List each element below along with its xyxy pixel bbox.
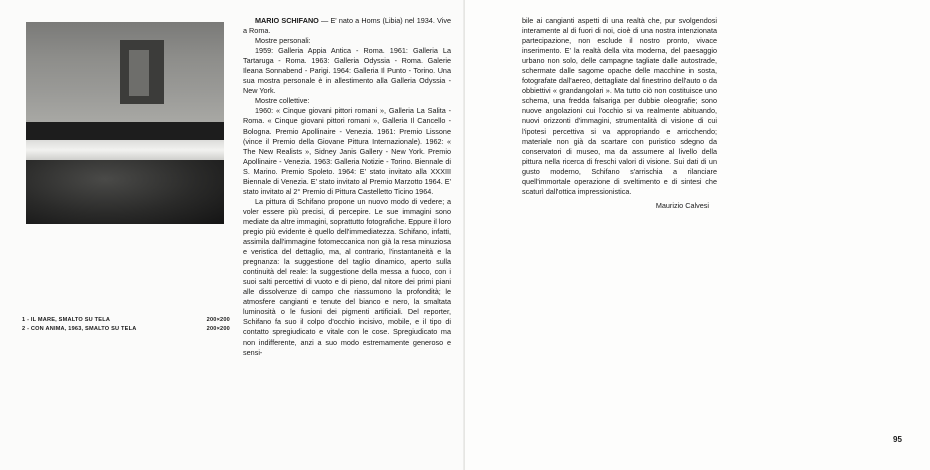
caption-size: 200×200 (206, 326, 230, 332)
caption-label: 2 - CON ANIMA, 1963, SMALTO SU TELA (22, 326, 137, 332)
painting-lower-field (26, 160, 224, 224)
bio-intro: — E' nato a Homs (Libia) nel 1934. Vive a Roma. (243, 16, 451, 36)
artist-name: MARIO SCHIFANO (255, 16, 319, 25)
page-number: 95 (893, 435, 902, 444)
caption-row (22, 325, 230, 334)
left-text-column (243, 16, 451, 358)
right-text-column (522, 16, 717, 211)
personal-exhibitions: 1959: Galleria Appia Antica - Roma. 1961: Galleria La Tartaruga - Roma. 1963: Galleria Odyssia - Roma. Galerie Ileana Sonnabend - Parigi. 1964: Galleria Il Punto - Torino. Una sua mostra personale è in allestimento alla Galleria Odyssia - New York. (243, 46, 451, 96)
essay-author: Maurizio Calvesi (655, 200, 709, 210)
painting-inner-rectangle (129, 50, 149, 96)
image-captions (22, 316, 230, 334)
painting-light-band (26, 140, 224, 160)
caption-label: 1 - IL MARE, SMALTO SU TELA (22, 317, 111, 323)
painting-image (26, 22, 224, 224)
bio-paragraph (243, 16, 451, 36)
caption-size: 200×200 (206, 317, 230, 323)
personal-heading: Mostre personali: (255, 36, 311, 46)
group-heading: Mostre collettive: (255, 96, 310, 106)
group-exhibitions: 1960: « Cinque giovani pittori romani », Galleria La Salita - Roma. « Cinque giovani pittori romani », Galleria Il Cancello - Bologna. Premio Apollinaire - Venezia. 1961: Premio Lissone (vince il Premio della Giovane Pittura Internazionale). 1962: « The New Realists », Sidney Janis Gallery - New York. Premio Apollinaire - Venezia. 1963: Galleria Notizie - Torino. Biennale di S. Marino. Premio Spoleto. 1964: E' stato invitato alla XXXIII Biennale di Venezia. E' stato invitato al Premio Marzotto 1964. E' stato invitato al 2° Premio di Pittura Castelletto Ticino 1964. (243, 106, 451, 196)
caption-row (22, 316, 230, 325)
essay-continuation: bile ai cangianti aspetti di una realtà che, pur svolgendosi interamente al di fuori di noi, cioè di una nostra intenzionata partecipazione, non esclude il nostro pronto, vivace inserimento. E' la realtà della vita moderna, del paesaggio urbano non solo, delle campagne tagliate dalle autostrade, schermate dalle sagome opache delle macchine in sosta, fotografate dall'aereo, dettagliate dal finestrino dell'auto o da obbiettivi « grandangolari ». Ma tutto ciò non costituisce uno schema, una fredda falsariga per dubbie oleografie; sono nuove angolazioni cui l'occhio si va realmente abituando, nuovi orizzonti d'immagini, strumentalità di visione di cui l'ipotesi percettiva si va appropriando e arricchendo; materiale non già da scartare con puristico sdegno da conservatori di museo, ma da assumere al livello della pittura nella ricerca di freschi valori di visione. Sui dati di un gusto moderno, Schifano s'arrischia a rilanciare quell'immortale operazione di sveltimento e di sintesi che scaturì dall'ottica impressionistica. (522, 16, 717, 196)
essay-paragraph: La pittura di Schifano propone un nuovo modo di vedere; a voler essere più precisi, di percepire. Le sue immagini sono mediate da altre immagini, soprattutto fotografiche. Eppure il loro pregio più evidente è quello dell'immediatezza. Schifano, infatti, assimila dall'immagine fotomeccanica non già la resa minuziosa e veristica del dettaglio, ma, al contrario, l'instantaneità e la pregnanza: la suggestione del taglio dinamico, aperto sulla continuità del reale: la suggestione della messa a fuoco, con i suoi salti percettivi di vuoto e di pieno, dal nitore dei primi piani alle dissolvenze di campo che riassumono la profondità; le atmosfere cangianti e tenute del bianco e nero, la smaltata luminosità o le fusioni dei pigmenti artificiali. Del reporter, Schifano fa suo il colpo d'occhio incisivo, mobile, e il tipo di contatto spregiudicato e vitale con le cose. Spregiudicato ma non indifferente, anzi a suo modo estremamente generoso e sensi- (243, 196, 451, 357)
